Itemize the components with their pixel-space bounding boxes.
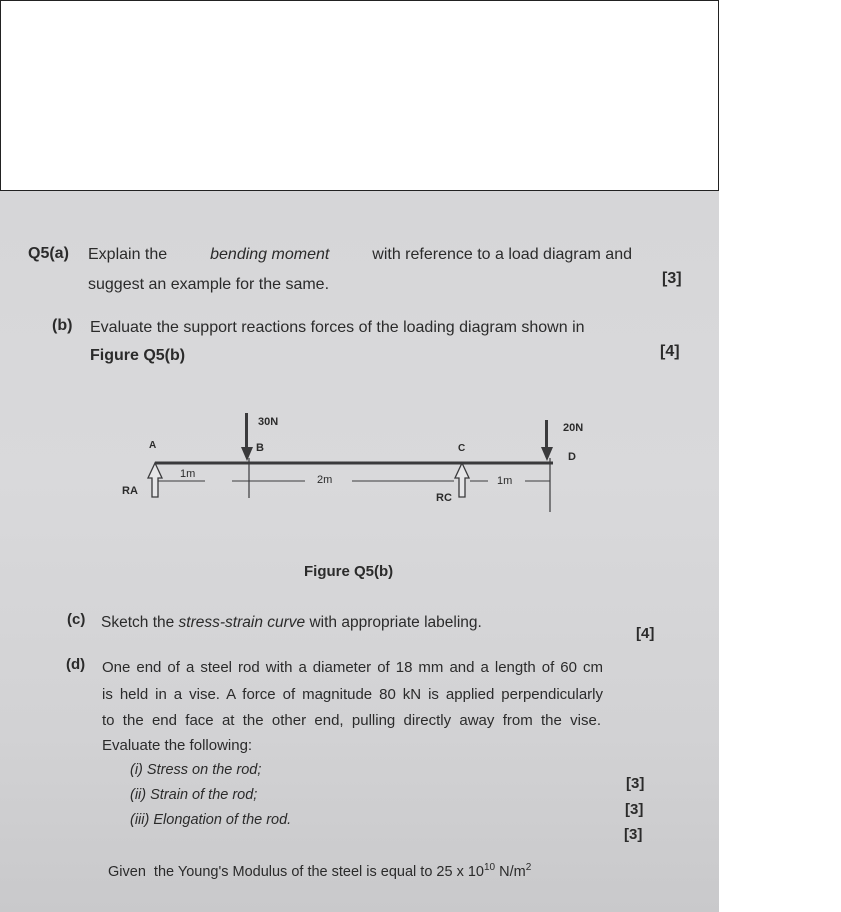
point-c-label: C: [458, 443, 466, 454]
point-b-label: B: [256, 442, 264, 454]
q5a-line2: suggest an example for the same.: [88, 276, 330, 293]
reaction-a-label: RA: [122, 485, 138, 497]
q5d-item-1-num: (i): [130, 762, 143, 778]
q5d-item-1: [130, 762, 261, 778]
given-unit-exponent: 2: [525, 862, 532, 873]
given-text: Given the Young's Modulus of the steel is equal to 25 x 10: [108, 863, 484, 880]
figure-caption: Figure Q5(b): [304, 563, 394, 580]
q5c-post: with appropriate labeling.: [305, 614, 482, 631]
q5b-line2: Figure Q5(b): [90, 347, 186, 364]
reaction-c-label: RC: [436, 492, 452, 504]
q5d-line2: is held in a vise. A force of magnitude 80 kN is applied perpendicularly: [102, 686, 603, 703]
q5d-item-1-marks: [3]: [626, 775, 645, 792]
q5b-number: (b): [52, 317, 73, 334]
q5d-line3: to the end face at the other end, pulling directly away from the vise.: [102, 712, 601, 729]
q5c-pre: Sketch the: [101, 614, 179, 631]
q5d-item-2-num: (ii): [130, 787, 147, 803]
given-unit: N/m: [495, 863, 526, 880]
q5b-line1: Evaluate the support reactions forces of the loading diagram shown in: [90, 319, 585, 336]
q5a-number: Q5(a): [28, 245, 69, 262]
q5d-item-2: [130, 787, 257, 803]
q5d-item-2-text: Strain of the rod;: [150, 787, 258, 803]
q5c-text: [101, 614, 482, 632]
given-exponent: 10: [484, 862, 496, 873]
load-arrow-d: [541, 420, 553, 461]
q5a-line1-post: with reference to a load diagram and: [367, 246, 632, 263]
q5a-line1-pre: Explain the: [88, 246, 172, 263]
given-statement: [108, 862, 531, 880]
q5d-item-3: [130, 812, 291, 828]
q5d-item-2-marks: [3]: [625, 801, 644, 818]
q5c-marks: [4]: [636, 625, 655, 642]
q5b-marks: [4]: [660, 343, 680, 360]
q5d-item-3-num: (iii): [130, 812, 150, 828]
q5c-number: (c): [67, 611, 86, 628]
q5d-line4: Evaluate the following:: [102, 737, 253, 754]
load-b-label: 30N: [258, 416, 279, 428]
q5a-marks: [3]: [662, 270, 682, 287]
q5d-line1: One end of a steel rod with a diameter of 18 mm and a length of 60 cm: [102, 659, 603, 676]
q5a-term: bending moment: [210, 246, 330, 263]
q5d-item-1-text: Stress on the rod;: [146, 762, 262, 778]
dim-ab-label: 1m: [180, 468, 196, 480]
load-arrow-b: [241, 413, 253, 461]
q5c-term: stress-strain curve: [178, 614, 306, 631]
dim-cd-label: 1m: [497, 475, 513, 487]
reaction-arrow-c: [455, 463, 469, 497]
q5d-number: (d): [66, 656, 86, 673]
q5d-item-3-marks: [3]: [624, 826, 643, 843]
q5d-item-3-text: Elongation of the rod.: [153, 812, 292, 828]
load-d-label: 20N: [563, 422, 584, 434]
point-a-label: A: [149, 440, 157, 451]
reaction-arrow-a: [148, 463, 162, 497]
point-d-label: D: [568, 451, 576, 463]
dim-bc-label: 2m: [317, 474, 333, 486]
